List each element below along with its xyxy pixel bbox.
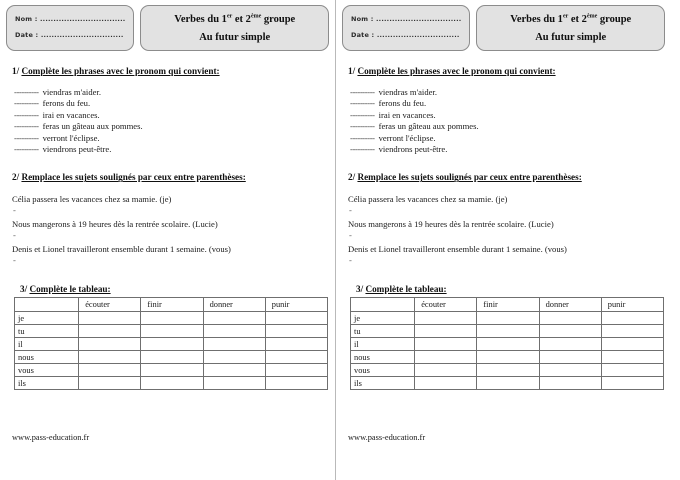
answer-blank[interactable]: ---------- xyxy=(14,121,39,132)
answer-cell[interactable] xyxy=(265,325,327,338)
worksheet-title-line1-left xyxy=(174,14,295,25)
title-prefix-right: Verbes du 1 xyxy=(510,13,563,25)
title-sup-eme-right: ème xyxy=(586,13,598,19)
answer-cell[interactable] xyxy=(203,351,265,364)
row-label-il: il xyxy=(15,338,79,351)
answer-cell[interactable] xyxy=(601,325,663,338)
answer-cell[interactable] xyxy=(539,351,601,364)
worksheet-copy-right xyxy=(336,0,671,480)
table-corner-cell xyxy=(351,298,415,312)
answer-cell[interactable] xyxy=(477,338,539,351)
answer-cell[interactable] xyxy=(415,364,477,377)
title-sup-eme-left: ème xyxy=(250,13,262,19)
sentence-text: ferons du feu. xyxy=(42,98,91,109)
answer-cell[interactable] xyxy=(141,325,203,338)
table-header-row xyxy=(15,298,328,312)
table-row xyxy=(15,338,328,351)
list-item xyxy=(12,193,329,216)
answer-cell[interactable] xyxy=(601,377,663,390)
answer-cell[interactable] xyxy=(415,377,477,390)
exercise-1-heading-left xyxy=(12,66,329,76)
sentence-text: irai en vacances. xyxy=(378,109,436,120)
list-item[interactable] xyxy=(350,144,665,155)
list-item[interactable] xyxy=(350,121,665,132)
exercise-2-number-right: 2/ xyxy=(348,172,358,183)
exercise-2-right xyxy=(342,172,665,266)
list-item[interactable] xyxy=(14,121,329,132)
list-item xyxy=(12,218,329,241)
conjugation-table-right[interactable] xyxy=(350,297,664,390)
list-item[interactable] xyxy=(14,87,329,98)
answer-cell[interactable] xyxy=(601,364,663,377)
answer-cell[interactable] xyxy=(141,364,203,377)
row-label-vous: vous xyxy=(15,364,79,377)
answer-cell[interactable] xyxy=(265,364,327,377)
list-item xyxy=(348,243,665,266)
answer-cell[interactable] xyxy=(539,338,601,351)
exercise-3-number-left: 3/ xyxy=(20,284,30,295)
nom-field-right[interactable]: Nom : ................................ xyxy=(351,15,462,23)
sentence-text: feras un gâteau aux pommes. xyxy=(42,121,143,132)
answer-cell[interactable] xyxy=(203,325,265,338)
header-row-right xyxy=(342,5,665,51)
table-row xyxy=(15,325,328,338)
row-label-je: je xyxy=(15,312,79,325)
answer-line[interactable]: - xyxy=(13,255,16,266)
table-header-row xyxy=(351,298,664,312)
sentence-text: irai en vacances. xyxy=(42,109,100,120)
answer-cell[interactable] xyxy=(477,351,539,364)
title-suffix-right: groupe xyxy=(597,13,632,25)
answer-cell[interactable] xyxy=(415,312,477,325)
answer-cell[interactable] xyxy=(79,364,141,377)
list-item xyxy=(12,243,329,266)
exercise-2-list-left xyxy=(12,193,329,266)
answer-line[interactable]: - xyxy=(349,255,352,266)
title-middle-left: et 2 xyxy=(232,13,251,25)
list-item[interactable] xyxy=(14,98,329,109)
exercise-2-instruction-left: Remplace les sujets soulignés par ceux entre parenthèses: xyxy=(21,172,246,183)
row-label-il: il xyxy=(351,338,415,351)
exercise-1-heading-right xyxy=(348,66,665,76)
answer-cell[interactable] xyxy=(265,338,327,351)
answer-cell[interactable] xyxy=(203,312,265,325)
row-label-tu: tu xyxy=(15,325,79,338)
answer-cell[interactable] xyxy=(539,364,601,377)
column-header-donner: donner xyxy=(203,298,265,312)
sentence-text: Denis et Lionel travailleront ensemble durant 1 semaine. (vous) xyxy=(348,244,567,255)
title-box-left xyxy=(140,5,329,51)
answer-cell[interactable] xyxy=(265,377,327,390)
answer-cell[interactable] xyxy=(415,325,477,338)
row-label-tu: tu xyxy=(351,325,415,338)
table-row xyxy=(351,351,664,364)
exercise-1-right xyxy=(342,66,665,155)
answer-blank[interactable]: ---------- xyxy=(350,121,375,132)
row-label-ils: ils xyxy=(351,377,415,390)
answer-blank[interactable]: ---------- xyxy=(350,109,375,120)
answer-cell[interactable] xyxy=(79,338,141,351)
table-row xyxy=(351,364,664,377)
exercise-2-left xyxy=(6,172,329,266)
answer-line[interactable]: - xyxy=(349,230,352,241)
answer-cell[interactable] xyxy=(539,325,601,338)
answer-cell[interactable] xyxy=(79,351,141,364)
table-row xyxy=(351,325,664,338)
exercise-1-list-left xyxy=(12,87,329,155)
exercise-2-list-right xyxy=(348,193,665,266)
exercise-1-number-right: 1/ xyxy=(348,66,358,76)
title-sup-er-left: er xyxy=(226,13,233,19)
answer-cell[interactable] xyxy=(141,351,203,364)
table-row xyxy=(351,312,664,325)
table-row xyxy=(351,377,664,390)
exercise-3-heading-right xyxy=(348,284,665,294)
answer-cell[interactable] xyxy=(415,351,477,364)
answer-blank[interactable]: ---------- xyxy=(14,109,39,120)
answer-cell[interactable] xyxy=(203,364,265,377)
exercise-3-number-right: 3/ xyxy=(356,284,366,295)
title-suffix-left: groupe xyxy=(261,13,296,25)
answer-line[interactable]: - xyxy=(13,230,16,241)
answer-cell[interactable] xyxy=(79,325,141,338)
table-row xyxy=(15,377,328,390)
worksheet-copy-left xyxy=(0,0,335,480)
answer-blank[interactable]: ---------- xyxy=(350,132,375,143)
exercise-1-instruction-left: Complète les phrases avec le pronom qui convient: xyxy=(21,66,220,76)
exercise-1-left xyxy=(6,66,329,155)
table-row xyxy=(351,338,664,351)
table-row xyxy=(15,351,328,364)
exercise-2-number-left: 2/ xyxy=(12,172,22,183)
worksheet-title-line1-right xyxy=(510,14,631,25)
sentence-text: feras un gâteau aux pommes. xyxy=(378,121,479,132)
exercise-3-left xyxy=(6,284,329,390)
answer-cell[interactable] xyxy=(477,325,539,338)
answer-cell[interactable] xyxy=(265,351,327,364)
sentence-text: viendrons peut-être. xyxy=(42,144,112,155)
exercise-3-instruction-left: Complète le tableau: xyxy=(29,284,111,295)
title-middle-right: et 2 xyxy=(568,13,587,25)
sentence-text: verront l'éclipse. xyxy=(42,132,100,143)
list-item[interactable] xyxy=(350,87,665,98)
sentence-text: Nous mangerons à 19 heures dès la rentrée scolaire. (Lucie) xyxy=(12,219,218,230)
row-label-ils: ils xyxy=(15,377,79,390)
conjugation-table-left[interactable] xyxy=(14,297,328,390)
sentence-text: viendrons peut-être. xyxy=(378,144,448,155)
list-item[interactable] xyxy=(14,133,329,144)
sentence-text: Denis et Lionel travailleront ensemble durant 1 semaine. (vous) xyxy=(12,244,231,255)
answer-cell[interactable] xyxy=(141,338,203,351)
column-header-punir: punir xyxy=(265,298,327,312)
header-row-left xyxy=(6,5,329,51)
column-header-finir: finir xyxy=(141,298,203,312)
answer-cell[interactable] xyxy=(477,312,539,325)
list-item[interactable] xyxy=(350,110,665,121)
answer-blank[interactable]: ---------- xyxy=(14,87,39,97)
row-label-je: je xyxy=(351,312,415,325)
list-item[interactable] xyxy=(350,98,665,109)
column-header-ecouter: écouter xyxy=(79,298,141,312)
column-header-punir: punir xyxy=(601,298,663,312)
sentence-text: Célia passera les vacances chez sa mamie. (je) xyxy=(12,194,172,205)
exercise-2-heading-left xyxy=(12,172,329,182)
exercise-3-right xyxy=(342,284,665,390)
sentence-text: ferons du feu. xyxy=(378,98,427,109)
answer-cell[interactable] xyxy=(415,338,477,351)
answer-blank[interactable]: ---------- xyxy=(14,132,39,143)
list-item xyxy=(348,193,665,216)
list-item xyxy=(348,218,665,241)
title-sup-er-right: er xyxy=(562,13,569,19)
student-id-box-left[interactable] xyxy=(6,5,134,51)
answer-line[interactable]: - xyxy=(349,205,352,216)
answer-line[interactable]: - xyxy=(13,205,16,216)
sentence-text: verront l'éclipse. xyxy=(378,132,436,143)
answer-blank[interactable]: ---------- xyxy=(350,87,375,97)
exercise-2-instruction-right: Remplace les sujets soulignés par ceux entre parenthèses: xyxy=(357,172,582,183)
row-label-nous: nous xyxy=(351,351,415,364)
exercise-3-heading-left xyxy=(12,284,329,294)
date-field-right[interactable]: Date : ............................... xyxy=(351,31,460,39)
answer-cell[interactable] xyxy=(539,377,601,390)
answer-cell[interactable] xyxy=(79,312,141,325)
column-header-donner: donner xyxy=(539,298,601,312)
answer-cell[interactable] xyxy=(601,338,663,351)
footer-website-right: www.pass-education.fr xyxy=(348,433,426,442)
exercise-1-list-right xyxy=(348,87,665,155)
date-field-left[interactable]: Date : ............................... xyxy=(15,31,124,39)
column-header-ecouter: écouter xyxy=(415,298,477,312)
answer-cell[interactable] xyxy=(141,312,203,325)
worksheet-subtitle-right: Au futur simple xyxy=(535,31,607,43)
exercise-2-heading-right xyxy=(348,172,665,182)
student-id-box-right[interactable] xyxy=(342,5,470,51)
exercise-1-instruction-right: Complète les phrases avec le pronom qui convient: xyxy=(357,66,556,76)
answer-cell[interactable] xyxy=(79,377,141,390)
worksheet-subtitle-left: Au futur simple xyxy=(199,31,271,43)
nom-field-left[interactable]: Nom : ................................ xyxy=(15,15,126,23)
table-row xyxy=(15,312,328,325)
answer-cell[interactable] xyxy=(477,377,539,390)
title-prefix-left: Verbes du 1 xyxy=(174,13,227,25)
sentence-text: viendras m'aider. xyxy=(378,87,437,97)
answer-cell[interactable] xyxy=(601,351,663,364)
row-label-vous: vous xyxy=(351,364,415,377)
answer-cell[interactable] xyxy=(477,364,539,377)
answer-blank[interactable]: ---------- xyxy=(350,98,375,109)
table-corner-cell xyxy=(15,298,79,312)
answer-blank[interactable]: ---------- xyxy=(14,98,39,109)
sentence-text: viendras m'aider. xyxy=(42,87,101,97)
list-item[interactable] xyxy=(14,110,329,121)
sentence-text: Nous mangerons à 19 heures dès la rentrée scolaire. (Lucie) xyxy=(348,219,554,230)
answer-cell[interactable] xyxy=(141,377,203,390)
footer-website-left: www.pass-education.fr xyxy=(12,433,90,442)
answer-cell[interactable] xyxy=(203,338,265,351)
table-row xyxy=(15,364,328,377)
answer-cell[interactable] xyxy=(539,312,601,325)
list-item[interactable] xyxy=(14,144,329,155)
row-label-nous: nous xyxy=(15,351,79,364)
column-header-finir: finir xyxy=(477,298,539,312)
answer-cell[interactable] xyxy=(203,377,265,390)
answer-blank[interactable]: ---------- xyxy=(14,144,39,155)
exercise-3-instruction-right: Complète le tableau: xyxy=(365,284,447,295)
exercise-1-number-left: 1/ xyxy=(12,66,22,76)
title-box-right xyxy=(476,5,665,51)
answer-blank[interactable]: ---------- xyxy=(350,144,375,155)
answer-cell[interactable] xyxy=(601,312,663,325)
sentence-text: Célia passera les vacances chez sa mamie. (je) xyxy=(348,194,508,205)
list-item[interactable] xyxy=(350,133,665,144)
answer-cell[interactable] xyxy=(265,312,327,325)
